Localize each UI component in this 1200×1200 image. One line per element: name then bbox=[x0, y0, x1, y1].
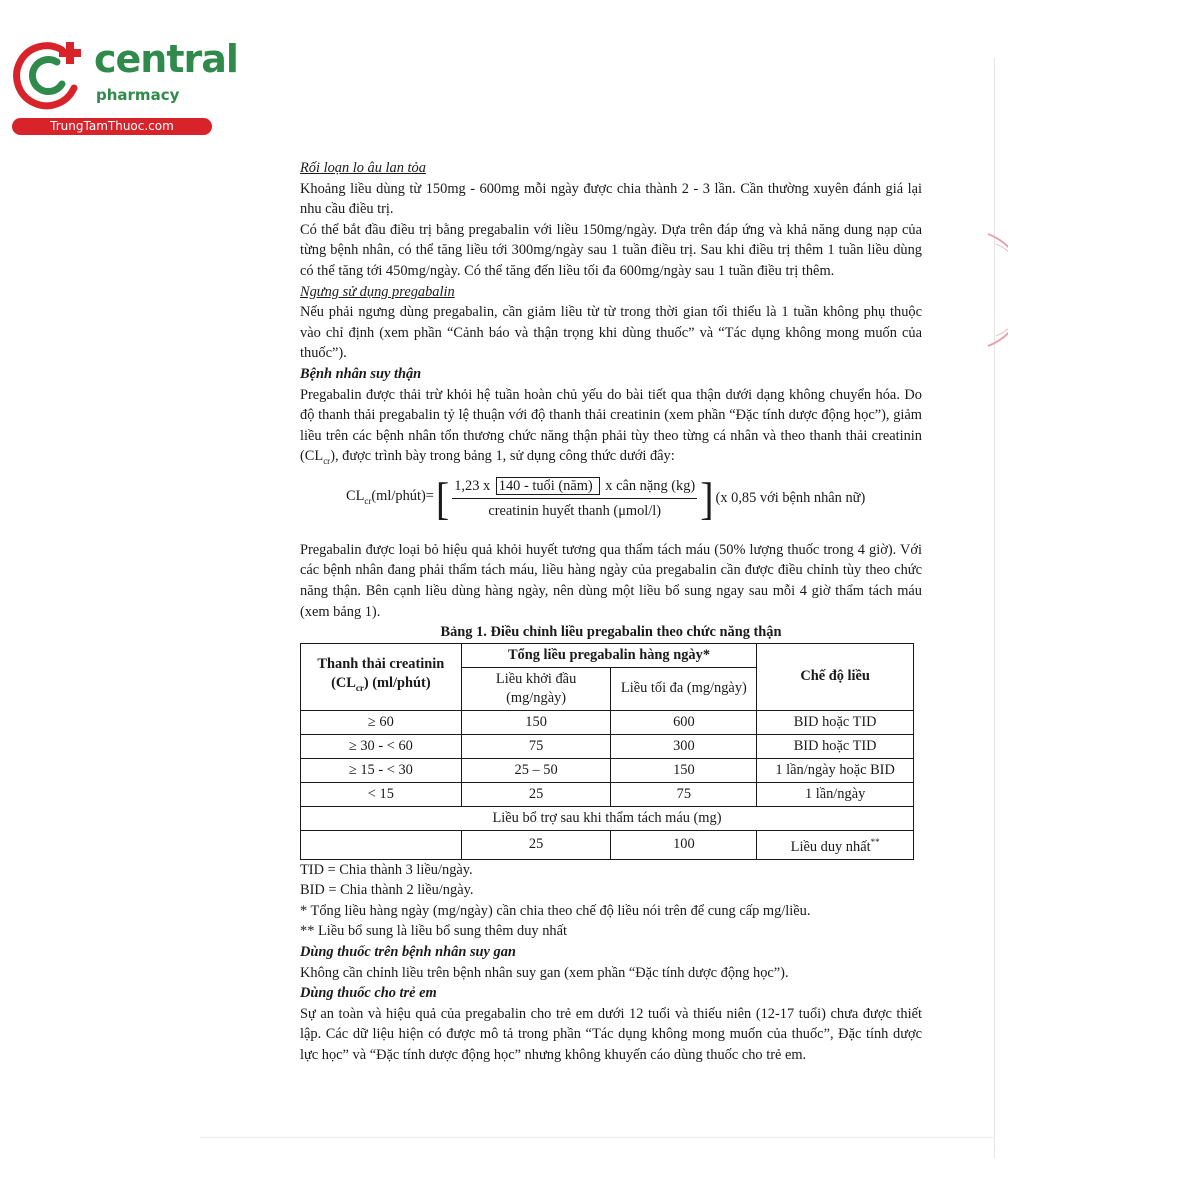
cell-max: 600 bbox=[611, 710, 757, 734]
dose-table bbox=[300, 643, 914, 860]
formula-inner-bracket-close bbox=[595, 477, 600, 495]
para-discontinue: Nếu phải ngưng dùng pregabalin, cần giảm liều từ từ trong thời gian tối thiểu là 1 tuần không phụ thuộc vào chỉ định (xem phần “Cảnh báo và thận trọng khi dùng thuốc” và “Tác dụng không mong muốn của thuốc”). bbox=[300, 304, 922, 362]
cell-regimen-sup: ** bbox=[870, 836, 880, 847]
brand-name: central bbox=[94, 37, 238, 81]
formula-denominator: creatinin huyết thanh (μmol/l) bbox=[488, 502, 662, 519]
cell-clcr: ≥ 15 - < 30 bbox=[301, 758, 462, 782]
table-row bbox=[301, 782, 914, 806]
cell-clcr: ≥ 60 bbox=[301, 710, 462, 734]
note-star1: * Tổng liều hàng ngày (mg/ngày) cần chia theo chế độ liều nói trên để cung cấp mg/liều. bbox=[300, 902, 811, 919]
formula-lhs bbox=[346, 486, 434, 511]
table-supp-header-row bbox=[301, 806, 914, 830]
cell-max: 150 bbox=[611, 758, 757, 782]
cell-start: 75 bbox=[461, 734, 611, 758]
note-star2: ** Liều bổ sung là liều bổ sung thêm duy nhất bbox=[300, 923, 567, 940]
cell-start: 150 bbox=[461, 710, 611, 734]
para-gad-2: Có thể bắt đầu điều trị bằng pregabalin với liều 150mg/ngày. Dựa trên đáp ứng và khả năng dung nạp của từng bệnh nhân, có thể tăng liều tới 300mg/ngày sau 1 tuần điều trị. Sau khi điều trị thêm 1 tuần liều dùng có thể tăng tới 450mg/ngày. Có thể tăng đến liều tối đa 600mg/ngày sau 1 tuần điều trị thêm. bbox=[300, 221, 922, 279]
page-edge-bottom bbox=[200, 1137, 995, 1138]
cell-clcr bbox=[301, 830, 462, 859]
brand-sub: pharmacy bbox=[96, 86, 180, 104]
table-row bbox=[301, 830, 914, 859]
heading-gad: Rối loạn lo âu lan tỏa bbox=[300, 160, 426, 176]
header-clcr-b: (CL bbox=[331, 675, 356, 692]
formula-lhs-sub: cr bbox=[364, 495, 372, 506]
cell-start: 25 bbox=[461, 830, 611, 859]
cell-regimen-text: Liều duy nhất bbox=[790, 838, 871, 855]
cell-max: 300 bbox=[611, 734, 757, 758]
header-clcr-sub: cr bbox=[355, 683, 364, 694]
cell-max: 100 bbox=[611, 830, 757, 859]
note-bid: BID = Chia thành 2 liều/ngày. bbox=[300, 882, 474, 899]
document-body bbox=[300, 158, 922, 1065]
page-edge-right bbox=[994, 58, 995, 1158]
para-hepatic: Không cần chỉnh liều trên bệnh nhân suy gan (xem phần “Đặc tính dược động học”). bbox=[300, 964, 789, 981]
cell-max: 75 bbox=[611, 782, 757, 806]
supp-header: Liều bổ trợ sau khi thẩm tách máu (mg) bbox=[301, 806, 914, 830]
table-row bbox=[301, 758, 914, 782]
table-row bbox=[301, 710, 914, 734]
cell-regimen: BID hoặc TID bbox=[757, 734, 914, 758]
logo-mark-icon bbox=[12, 36, 90, 114]
para-gad-1: Khoảng liều dùng từ 150mg - 600mg mỗi ngày được chia thành 2 - 3 lần. Cần thường xuyên đánh giá lại nhu cầu điều trị. bbox=[300, 180, 922, 218]
para-renal-1 bbox=[300, 385, 922, 472]
cell-start: 25 – 50 bbox=[461, 758, 611, 782]
brand-logo bbox=[8, 36, 238, 136]
para-renal-1-sub: cr bbox=[323, 456, 331, 467]
header-regimen: Chế độ liều bbox=[757, 643, 914, 710]
formula-bracket-right: ] bbox=[700, 472, 714, 525]
header-daily-dose: Tổng liều pregabalin hàng ngày* bbox=[461, 643, 757, 667]
table-row bbox=[301, 734, 914, 758]
formula-fraction bbox=[452, 476, 697, 521]
formula-num-a: 1,23 x bbox=[454, 478, 494, 495]
formula-lhs-unit: (ml/phút)= bbox=[371, 488, 434, 505]
header-clcr-a: Thanh thải creatinin bbox=[317, 656, 445, 673]
stamp-icon bbox=[968, 230, 1008, 350]
cell-regimen: 1 lần/ngày bbox=[757, 782, 914, 806]
formula-rhs: (x 0,85 với bệnh nhân nữ) bbox=[715, 490, 866, 507]
para-renal-1a: Pregabalin được thải trừ khỏi hệ tuần hoàn chủ yếu do bài tiết qua thận dưới dạng không chuyển hóa. Do độ thanh thải pregabalin tỷ lệ thuận với độ thanh thải creatinin (xem phần “Đặc tính dược động học”), giảm liều trên các bệnh nhân tổn thương chức năng thận phải tùy theo từng cá nhân và theo thanh thải creatinin (CL bbox=[300, 386, 922, 465]
cell-regimen: 1 lần/ngày hoặc BID bbox=[757, 758, 914, 782]
heading-renal: Bệnh nhân suy thận bbox=[300, 365, 422, 382]
note-tid: TID = Chia thành 3 liều/ngày. bbox=[300, 861, 473, 878]
formula-num-c: x cân nặng (kg) bbox=[601, 478, 696, 495]
header-max-dose: Liều tối đa (mg/ngày) bbox=[611, 667, 757, 710]
header-clcr bbox=[301, 643, 462, 710]
heading-hepatic: Dùng thuốc trên bệnh nhân suy gan bbox=[300, 943, 516, 960]
formula-numerator bbox=[452, 476, 697, 499]
header-start-dose: Liều khởi đầu (mg/ngày) bbox=[461, 667, 611, 710]
formula-bracket-left: [ bbox=[435, 472, 450, 525]
formula-inner-bracket bbox=[496, 477, 595, 495]
formula-lhs-cl: CL bbox=[346, 488, 365, 505]
header-clcr-c: ) (ml/phút) bbox=[363, 675, 431, 692]
cell-start: 25 bbox=[461, 782, 611, 806]
table-title: Bảng 1. Điều chỉnh liều pregabalin theo chức năng thận bbox=[440, 624, 782, 641]
cell-regimen: BID hoặc TID bbox=[757, 710, 914, 734]
para-pediatric: Sự an toàn và hiệu quả của pregabalin cho trẻ em dưới 12 tuổi và thiếu niên (12-17 tuổi) chưa được thiết lập. Các dữ liệu hiện có được mô tả trong phần “Tác dụng không mong muốn của thuốc”, Đặc tính dược lực học” và “Đặc tính dược động học” nhưng không khuyến cáo dùng thuốc cho trẻ em. bbox=[300, 1005, 922, 1063]
heading-pediatric: Dùng thuốc cho trẻ em bbox=[300, 985, 437, 1002]
cell-regimen bbox=[757, 830, 914, 859]
heading-discontinue: Ngưng sử dụng pregabalin bbox=[300, 283, 455, 300]
brand-site: TrungTamThuoc.com bbox=[12, 118, 212, 135]
para-renal-2: Pregabalin được loại bỏ hiệu quả khỏi huyết tương qua thẩm tách máu (50% lượng thuốc trong 4 giờ). Với các bệnh nhân đang phải thẩm tách máu, liều hàng ngày của pregabalin cần được điều chỉnh tùy theo chức năng thận. Bên cạnh liều dùng hàng ngày, nên dùng một liều bổ sung ngay sau mỗi 4 giờ thẩm tách máu (xem bảng 1). bbox=[300, 541, 922, 620]
formula-num-b: 140 - tuổi (năm) bbox=[498, 478, 593, 495]
table-header-row bbox=[301, 643, 914, 667]
clcr-formula bbox=[300, 472, 922, 525]
cell-clcr: ≥ 30 - < 60 bbox=[301, 734, 462, 758]
para-renal-1b: ), được trình bày trong bảng 1, sử dụng công thức dưới đây: bbox=[330, 448, 675, 465]
cell-clcr: < 15 bbox=[301, 782, 462, 806]
